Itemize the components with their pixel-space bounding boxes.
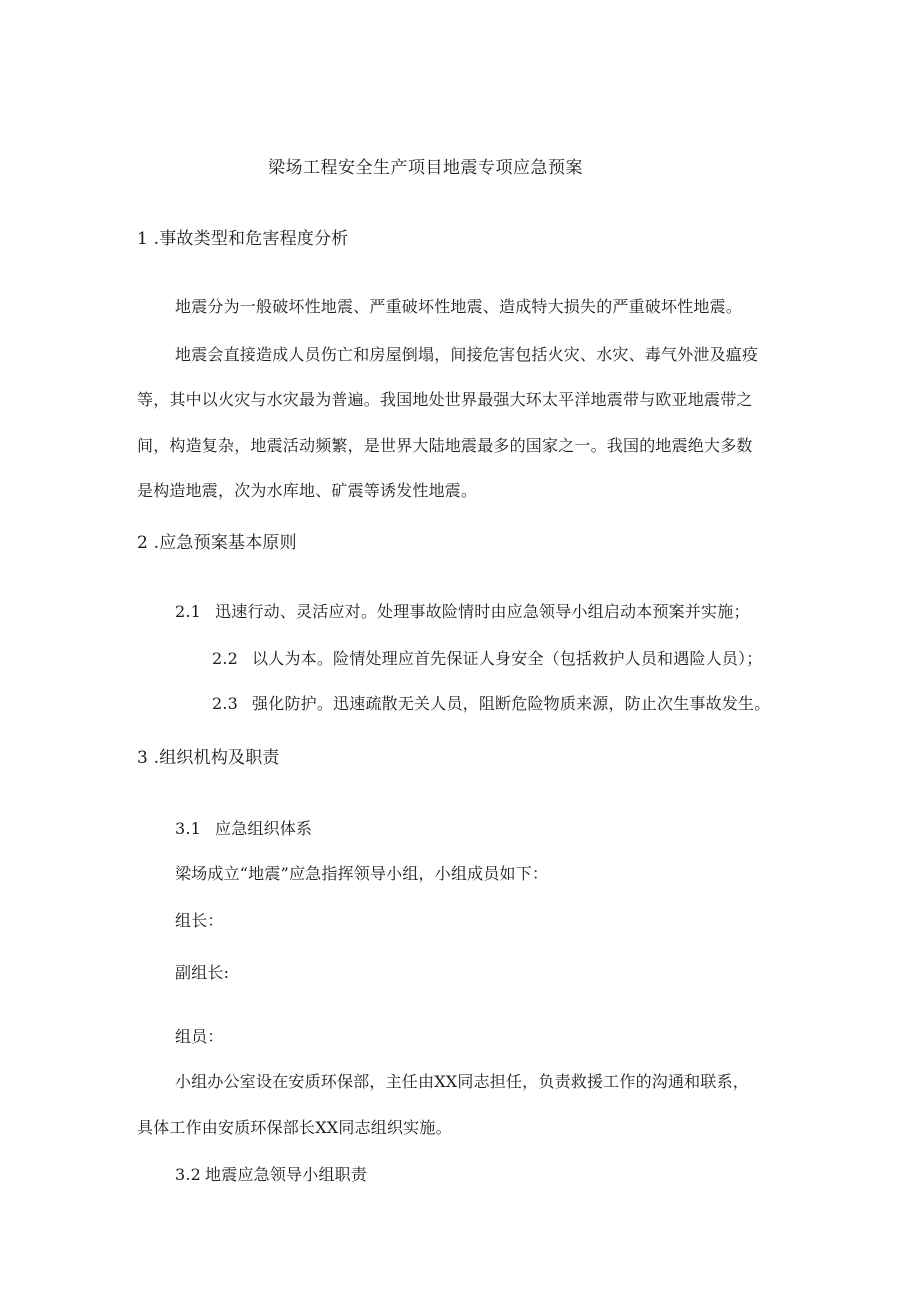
office-paragraph-line-2: 具体工作由安质环保部长XX同志组织实施。	[137, 1118, 452, 1137]
subsection-title: 应急组织体系	[215, 819, 313, 838]
group-intro: 梁场成立“地震”应急指挥领导小组，小组成员如下：	[175, 864, 549, 883]
section-3-heading: 3 .组织机构及职责	[137, 748, 280, 768]
office-paragraph-line-1: 小组办公室设在安质环保部，主任由XX同志担任，负责救援工作的沟通和联系，	[175, 1072, 749, 1091]
section-1-heading: 1 .事故类型和危害程度分析	[137, 229, 349, 249]
paragraph-1: 地震分为一般破坏性地震、严重破坏性地震、造成特大损失的严重破坏性地震。	[175, 297, 743, 316]
subsection-number: 3.2	[175, 1165, 202, 1184]
principle-item	[212, 648, 762, 670]
principle-number: 2.1	[175, 602, 202, 621]
subsection-number: 3.1	[175, 819, 202, 838]
subsection-3-1-heading	[175, 818, 312, 840]
subsection-title: 地震应急领导小组职责	[205, 1165, 368, 1184]
principle-text: 强化防护。迅速疏散无关人员，阻断危险物质来源，防止次生事故发生。	[252, 694, 771, 713]
principle-number: 2.2	[212, 649, 239, 668]
principle-text: 迅速行动、灵活应对。处理事故险情时由应急领导小组启动本预案并实施；	[215, 602, 750, 621]
paragraph-2-line-4: 是构造地震，次为水库地、矿震等诱发性地震。	[137, 481, 478, 500]
section-2-heading: 2 .应急预案基本原则	[137, 533, 297, 553]
principle-item	[212, 693, 770, 715]
paragraph-2-line-1: 地震会直接造成人员伤亡和房屋倒塌，间接危害包括火灾、水灾、毒气外泄及瘟疫	[175, 345, 759, 364]
subsection-3-2-heading	[175, 1164, 367, 1186]
deputy-leader-label: 副组长:	[175, 963, 230, 982]
principle-number: 2.3	[212, 694, 239, 713]
page-title: 梁场工程安全生产项目地震专项应急预案	[268, 158, 583, 178]
principle-item	[175, 601, 750, 623]
group-leader-label: 组长：	[175, 911, 224, 930]
paragraph-2-line-3: 间，构造复杂，地震活动频繁，是世界大陆地震最多的国家之一。我国的地震绝大多数	[137, 436, 753, 455]
principle-text: 以人为本。险情处理应首先保证人身安全（包括救护人员和遇险人员）；	[252, 649, 763, 668]
paragraph-2-line-2: 等，其中以火灾与水灾最为普遍。我国地处世界最强大环太平洋地震带与欧亚地震带之	[137, 390, 753, 409]
group-members-label: 组员：	[175, 1027, 224, 1046]
